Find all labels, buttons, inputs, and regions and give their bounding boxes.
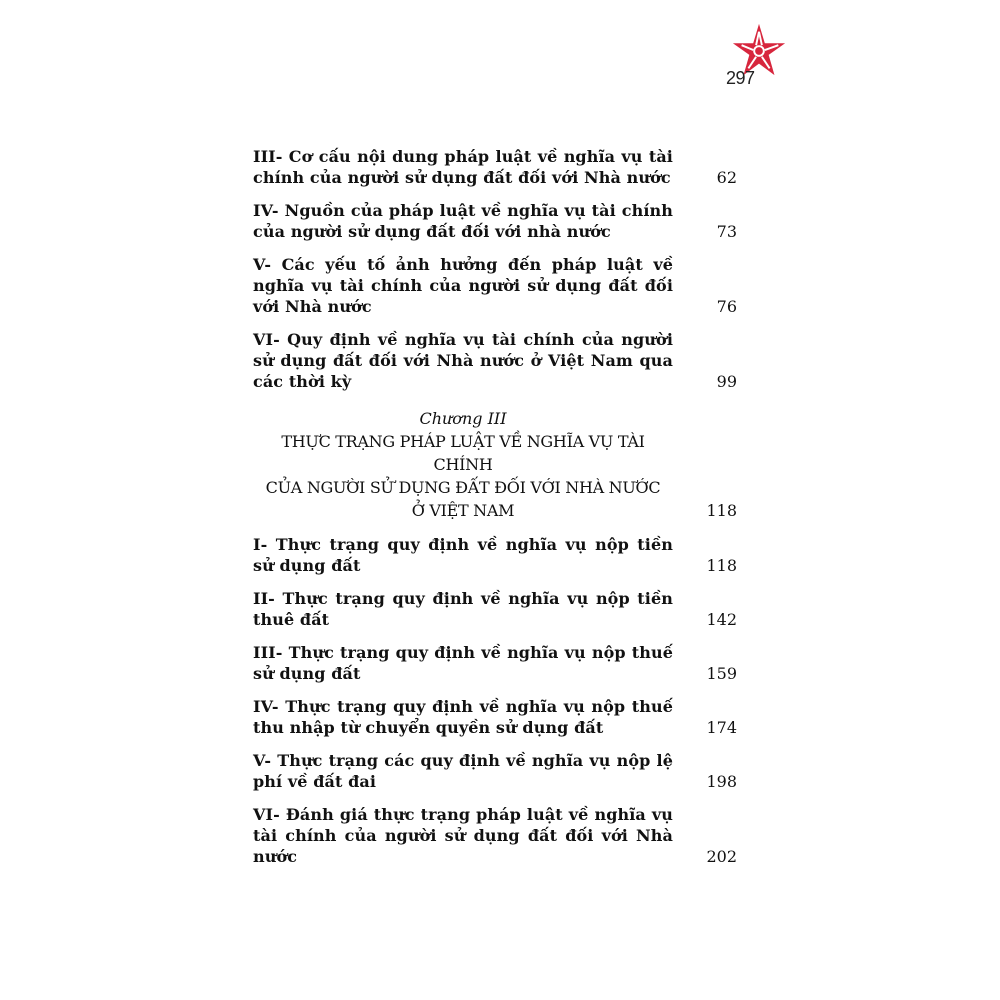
toc-entry-title: III- Thực trạng quy định về nghĩa vụ nộp thuế sử dụng đất: [253, 643, 673, 683]
toc-entry-page: 76: [716, 297, 737, 316]
toc-entry-page: 142: [706, 610, 737, 629]
toc-entry-title: IV- Nguồn của pháp luật về nghĩa vụ tài chính của người sử dụng đất đối với nhà nước: [253, 201, 673, 241]
toc-entry: [253, 329, 743, 392]
toc-entry: [253, 750, 743, 792]
toc-entry-page: 159: [706, 664, 737, 683]
toc-entry: [253, 254, 743, 317]
toc-entry-title: VI- Quy định về nghĩa vụ tài chính của người sử dụng đất đối với Nhà nước ở Việt Nam qua các thời kỳ: [253, 330, 673, 391]
toc-entry-title: II- Thực trạng quy định về nghĩa vụ nộp tiền thuê đất: [253, 589, 673, 629]
toc-entry-page: 174: [706, 718, 737, 737]
toc-entry-page: 118: [706, 556, 737, 575]
chapter-title-line: Ở VIỆT NAM: [411, 501, 515, 520]
page-number: 297: [726, 68, 755, 88]
toc-entry: [253, 642, 743, 684]
toc-entry: [253, 804, 743, 867]
toc-entry: [253, 200, 743, 242]
toc-entry-page: 202: [706, 847, 737, 866]
chapter-heading: [253, 408, 737, 522]
toc-entry-title: IV- Thực trạng quy định về nghĩa vụ nộp thuế thu nhập từ chuyển quyền sử dụng đất: [253, 697, 673, 737]
toc-entry: [253, 534, 743, 576]
chapter-label: Chương III: [419, 409, 507, 428]
toc-entry: [253, 146, 743, 188]
toc-entry: [253, 588, 743, 630]
toc-entry-title: V- Các yếu tố ảnh hưởng đến pháp luật về nghĩa vụ tài chính của người sử dụng đất đối với Nhà nước: [253, 255, 673, 316]
toc-entry-page: 73: [716, 222, 737, 241]
toc-entry-page: 198: [706, 772, 737, 791]
chapter-page: 118: [706, 501, 737, 520]
toc-entry: [253, 696, 743, 738]
toc-entry-page: 62: [716, 168, 737, 187]
table-of-contents: [253, 146, 743, 879]
toc-entry-title: VI- Đánh giá thực trạng pháp luật về nghĩa vụ tài chính của người sử dụng đất đối với Nhà nước: [253, 805, 673, 866]
chapter-title-line: THỰC TRẠNG PHÁP LUẬT VỀ NGHĨA VỤ TÀI CHÍNH: [281, 432, 645, 474]
toc-entry-title: V- Thực trạng các quy định về nghĩa vụ nộp lệ phí về đất đai: [253, 751, 673, 791]
toc-entry-page: 99: [716, 372, 737, 391]
toc-entry-title: I- Thực trạng quy định về nghĩa vụ nộp tiền sử dụng đất: [253, 535, 673, 575]
chapter-title-line: CỦA NGƯỜI SỬ DỤNG ĐẤT ĐỐI VỚI NHÀ NƯỚC: [265, 478, 661, 497]
toc-entry-title: III- Cơ cấu nội dung pháp luật về nghĩa vụ tài chính của người sử dụng đất đối với Nhà nước: [253, 147, 673, 187]
